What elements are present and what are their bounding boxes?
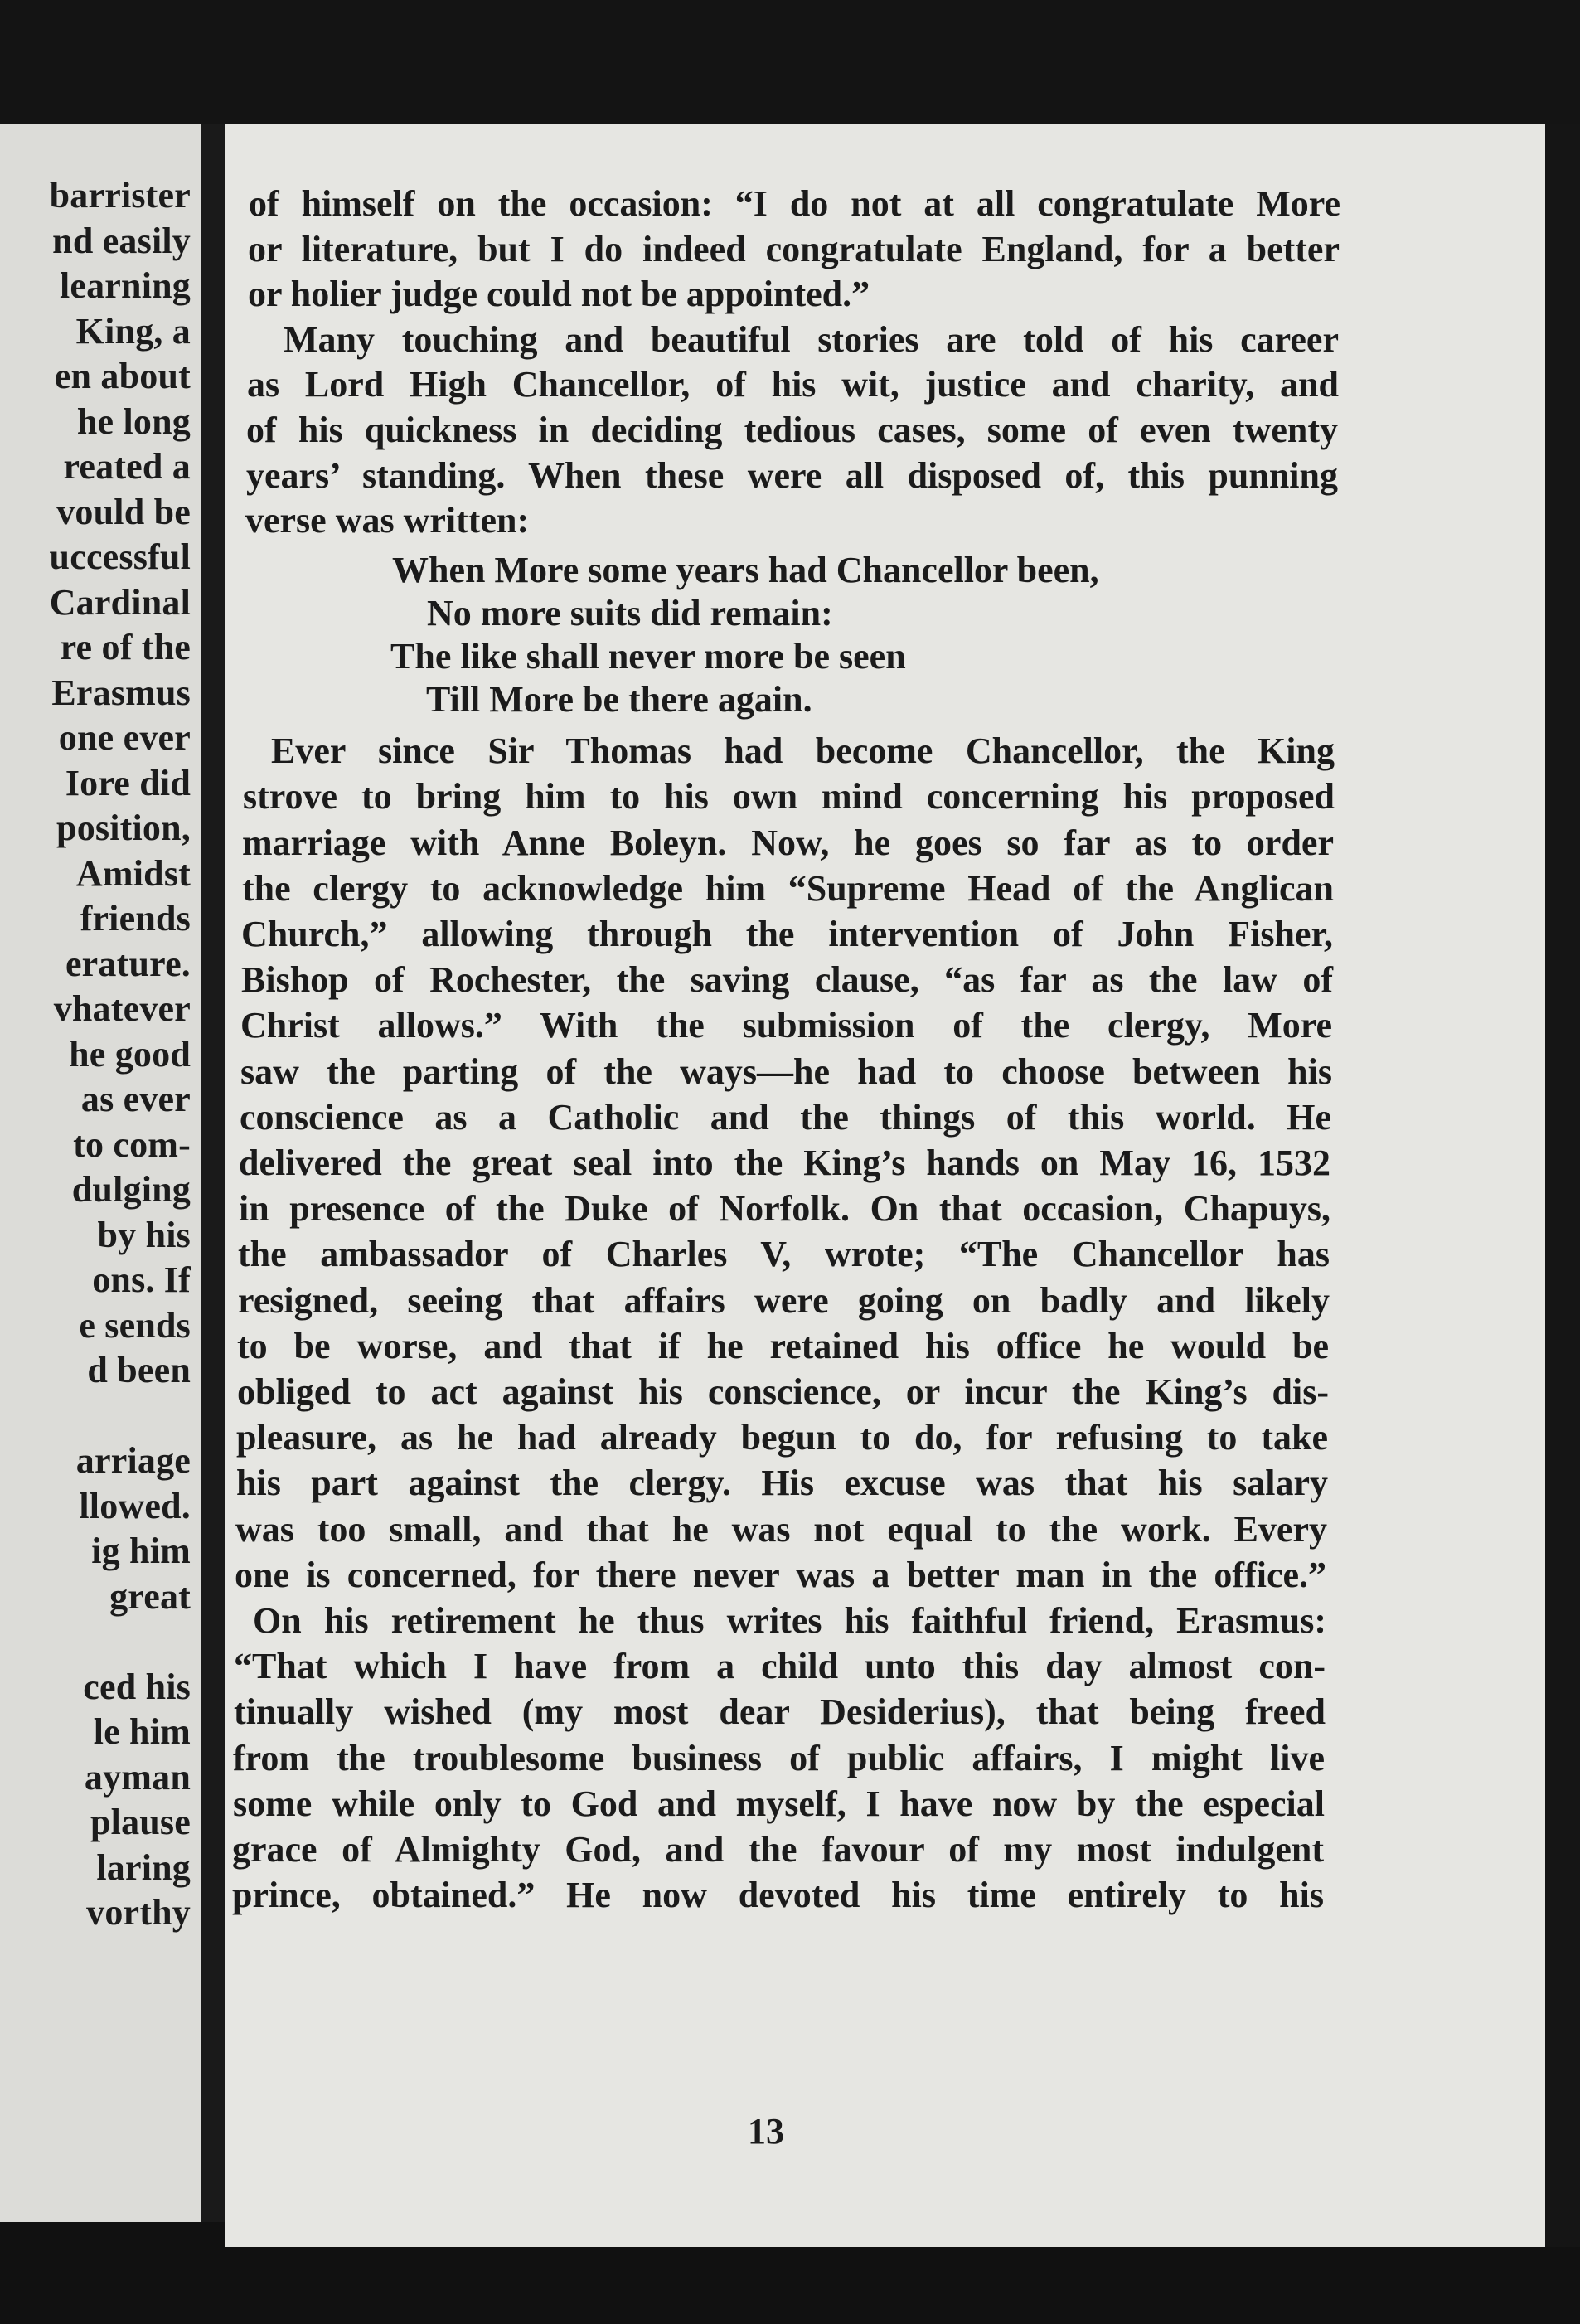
left-page-line: learning: [59, 265, 191, 306]
text-line: of himself on the occasion: “I do not at all congratulate More: [249, 183, 1340, 224]
left-page-line: he long: [76, 400, 191, 442]
left-page-fragment: [0, 124, 201, 2222]
scan-right-border: [1545, 124, 1580, 2247]
page: [225, 124, 1545, 2247]
text-line: was too small, and that he was not equal to the work. Every: [235, 1508, 1327, 1550]
left-page-line: en about: [54, 356, 191, 396]
text-line: Many touching and beautiful stories are told of his career: [284, 318, 1339, 360]
left-page-line: erature.: [65, 943, 191, 984]
left-page-line: great: [109, 1575, 191, 1617]
text-line: grace of Almighty God, and the favour of my most indulgent: [232, 1829, 1324, 1870]
text-line: Bishop of Rochester, the saving clause, “as far as the law of: [241, 959, 1333, 1001]
text-line: to be worse, and that if he retained his office he would be: [237, 1325, 1329, 1366]
left-page-line: one ever: [58, 717, 191, 758]
left-page-line: dulging: [71, 1169, 191, 1210]
text-line: as Lord High Chancellor, of his wit, justice and charity, and: [247, 364, 1339, 405]
left-page-line: barrister: [49, 175, 191, 216]
text-line: conscience as a Catholic and the things of this world. He: [240, 1096, 1331, 1138]
page-number: 13: [748, 2111, 784, 2152]
left-page-line: friends: [80, 898, 191, 939]
left-page-line: to com-: [73, 1123, 191, 1165]
verse-line: No more suits did remain:: [427, 593, 833, 634]
left-page-line: llowed.: [79, 1485, 191, 1526]
left-page-line: Erasmus: [51, 672, 191, 713]
text-line: or holier judge could not be appointed.”: [248, 274, 870, 315]
text-line: one is concerned, for there never was a better man in the office.”: [235, 1554, 1326, 1595]
text-line: delivered the great seal into the King’s hands on May 16, 1532: [239, 1143, 1330, 1183]
left-page-line: reated a: [63, 446, 191, 487]
text-line: the clergy to acknowledge him “Supreme Head of the Anglican: [242, 867, 1334, 909]
text-line: the ambassador of Charles V, wrote; “The Chancellor has: [238, 1234, 1330, 1275]
left-page-line: ig him: [91, 1531, 191, 1571]
text-line: strove to bring him to his own mind concerning his proposed: [243, 776, 1335, 818]
left-page-line: uccessful: [49, 536, 191, 577]
scan-top-border: [0, 0, 1580, 133]
text-line: from the troublesome business of public affairs, I might live: [233, 1737, 1325, 1778]
text-line: his part against the clergy. His excuse was that his salary: [236, 1463, 1328, 1504]
left-page-line: arriage: [75, 1440, 191, 1481]
left-page-line: nd easily: [52, 220, 191, 261]
left-page-line: le him: [93, 1711, 191, 1752]
scan-bottom-border: [225, 2247, 1580, 2324]
left-page-line: ced his: [83, 1666, 191, 1707]
left-page-line: Cardinal: [49, 581, 191, 623]
left-page-line: d been: [87, 1350, 191, 1390]
left-page-line: re of the: [60, 627, 191, 667]
left-page-line: e sends: [79, 1304, 191, 1346]
text-line: Church,” allowing through the intervention of John Fisher,: [241, 914, 1333, 954]
text-line: of his quickness in deciding tedious cases, some of even twenty: [246, 410, 1338, 450]
left-page-line: position,: [56, 808, 191, 848]
left-page-line: ons. If: [92, 1259, 191, 1300]
text-line: tinually wished (my most dear Desiderius), that being freed: [234, 1691, 1326, 1733]
text-line: marriage with Anne Boleyn. Now, he goes so far as to order: [242, 822, 1334, 863]
text-line: prince, obtained.” He now devoted his time entirely to his: [232, 1875, 1324, 1916]
text-line: saw the parting of the ways—he had to choose between his: [240, 1050, 1332, 1092]
left-page-line: ayman: [84, 1756, 191, 1798]
text-line: Christ allows.” With the submission of the clergy, More: [240, 1005, 1332, 1046]
verse-line: Till More be there again.: [426, 679, 812, 720]
text-line: On his retirement he thus writes his faithful friend, Erasmus:: [253, 1600, 1326, 1641]
text-line: Ever since Sir Thomas had become Chancellor, the King: [271, 730, 1335, 772]
left-page-line: Amidst: [75, 852, 191, 894]
verse-line: The like shall never more be seen: [390, 636, 906, 677]
scan-bottom-border-left: [0, 2222, 225, 2324]
left-page-line: Iore did: [65, 762, 191, 803]
text-line: “That which I have from a child unto this day almost con-: [234, 1646, 1326, 1687]
text-line: some while only to God and myself, I have now by the especial: [233, 1783, 1325, 1824]
left-page-line: as ever: [80, 1079, 191, 1119]
left-page-line: vorthy: [86, 1892, 191, 1933]
text-line: in presence of the Duke of Norfolk. On that occasion, Chapuys,: [239, 1188, 1330, 1230]
left-page-line: by his: [97, 1214, 191, 1255]
left-page-line: vould be: [56, 491, 191, 532]
left-page-line: plause: [90, 1802, 191, 1842]
text-line: verse was written:: [245, 500, 530, 541]
left-page-line: laring: [96, 1846, 191, 1888]
text-line: obliged to act against his conscience, or incur the King’s dis-: [237, 1371, 1329, 1412]
left-page-line: he good: [69, 1033, 191, 1075]
text-line: resigned, seeing that affairs were going on badly and likely: [238, 1279, 1330, 1321]
page-gutter: [201, 124, 225, 2222]
left-page-line: vhatever: [53, 988, 191, 1029]
text-line: pleasure, as he had already begun to do, for refusing to take: [236, 1417, 1328, 1458]
text-line: years’ standing. When these were all disposed of, this punning: [246, 454, 1338, 496]
left-page-line: King, a: [75, 310, 191, 352]
text-line: or literature, but I do indeed congratulate England, for a better: [248, 228, 1340, 269]
verse-line: When More some years had Chancellor been,: [392, 550, 1099, 591]
